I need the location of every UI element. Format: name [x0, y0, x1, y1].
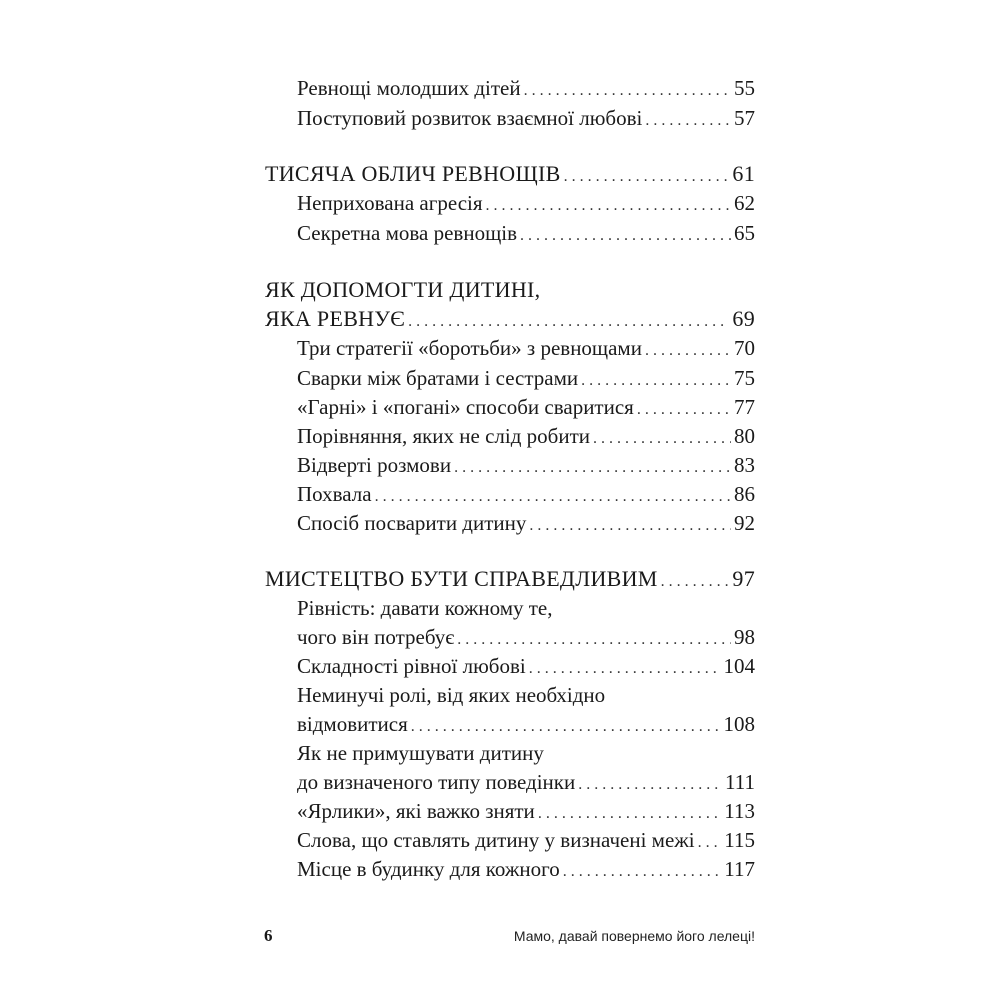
toc-entry-title: Як не примушувати дитину	[297, 741, 544, 765]
toc-entry-title: Поступовий розвиток взаємної любові	[297, 106, 643, 130]
toc-entry-line	[297, 739, 544, 767]
toc-entry-title: «Гарні» і «погані» способи сваритися	[297, 395, 634, 419]
toc-entry	[297, 509, 755, 540]
toc-entry-title: Неминучі ролі, від яких необхідно	[297, 683, 606, 707]
toc-chapter-line	[265, 276, 540, 304]
toc-leader-dots	[529, 655, 721, 683]
toc-entry-page: 86	[734, 482, 755, 506]
toc-leader-dots	[661, 568, 730, 596]
toc-entry-title: до визначеного типу поведінки	[297, 770, 576, 794]
toc-entry-title: Порівняння, яких не слід робити	[297, 424, 591, 448]
toc-leader-dots	[486, 192, 731, 220]
toc-entry-page: 65	[734, 221, 755, 245]
toc-entry	[297, 797, 755, 828]
toc-chapter-title: ЯК ДОПОМОГТИ ДИТИНІ,	[265, 277, 541, 302]
toc-entry-page: 55	[734, 76, 755, 100]
toc-chapter	[265, 305, 755, 336]
toc-entry	[297, 623, 755, 654]
toc-entry-title: Сварки між братами і сестрами	[297, 366, 579, 390]
toc-leader-dots	[593, 425, 731, 453]
toc-entry	[297, 74, 755, 105]
toc-entry	[297, 451, 755, 482]
toc-chapter	[265, 160, 755, 191]
toc-leader-dots	[645, 107, 731, 135]
toc-entry-title: Рівність: давати кожному те,	[297, 596, 553, 620]
toc-entry-page: 77	[734, 395, 755, 419]
toc-chapter-title: ТИСЯЧА ОБЛИЧ РЕВНОЩІВ	[265, 161, 561, 186]
toc-entry-title: Три стратегії «боротьби» з ревнощами	[297, 336, 642, 360]
toc-leader-dots	[524, 77, 731, 105]
toc-entry-page: 92	[734, 511, 755, 535]
toc-leader-dots	[538, 800, 721, 828]
toc-entry-page: 108	[723, 712, 755, 736]
toc-entry-title: Секретна мова ревнощів	[297, 221, 517, 245]
toc-leader-dots	[457, 626, 731, 654]
toc-entry-title: Неприхована агресія	[297, 191, 483, 215]
toc-chapter-title: МИСТЕЦТВО БУТИ СПРАВЕДЛИВИМ	[265, 566, 658, 591]
toc-leader-dots	[581, 367, 731, 395]
footer-book-title: Мамо, давай повернемо його лелеці!	[513, 928, 755, 944]
toc-entry	[297, 855, 755, 886]
toc-entry-page: 115	[724, 828, 755, 852]
footer-page-number: 6	[264, 926, 273, 945]
toc-leader-dots	[645, 337, 731, 365]
toc-entry	[297, 480, 755, 511]
toc-entry-page: 57	[734, 106, 755, 130]
toc-entry-title: Відверті розмови	[297, 453, 452, 477]
toc-leader-dots	[411, 713, 721, 741]
toc-entry	[297, 826, 755, 857]
toc-entry-page: 113	[724, 799, 755, 823]
toc-entry	[297, 422, 755, 453]
toc-leader-dots	[520, 222, 731, 250]
toc-entry	[297, 334, 755, 365]
toc-entry-line	[297, 594, 553, 622]
toc-entry	[297, 104, 755, 135]
toc-chapter-page: 97	[732, 566, 755, 591]
toc-leader-dots	[454, 454, 731, 482]
toc-leader-dots	[564, 163, 730, 191]
toc-leader-dots	[578, 771, 722, 799]
toc-entry-page: 111	[725, 770, 755, 794]
toc-entry-title: Складності рівної любові	[297, 654, 526, 678]
toc-entry-title: Спосіб посварити дитину	[297, 511, 527, 535]
toc-leader-dots	[637, 396, 731, 424]
toc-leader-dots	[698, 829, 722, 857]
toc-entry-title: «Ярлики», які важко зняти	[297, 799, 535, 823]
toc-entry	[297, 710, 755, 741]
toc-chapter-page: 61	[732, 161, 755, 186]
toc-entry-page: 104	[723, 654, 755, 678]
toc-entry-page: 117	[724, 857, 755, 881]
toc-entry-title: Слова, що ставлять дитину у визначені межі	[297, 828, 695, 852]
toc-entry-title: відмовитися	[297, 712, 408, 736]
toc-entry-page: 98	[734, 625, 755, 649]
toc-entry	[297, 364, 755, 395]
toc-leader-dots	[408, 308, 729, 336]
toc-chapter	[265, 565, 755, 596]
toc-entry-page: 70	[734, 336, 755, 360]
toc-entry-page: 62	[734, 191, 755, 215]
toc-entry-title: Місце в будинку для кожного	[297, 857, 560, 881]
toc-entry-line	[297, 681, 605, 709]
toc-entry	[297, 393, 755, 424]
toc-entry	[297, 768, 755, 799]
toc-leader-dots	[529, 512, 731, 540]
toc-entry	[297, 219, 755, 250]
toc-chapter-title: ЯКА РЕВНУЄ	[265, 306, 406, 331]
toc-chapter-page: 69	[732, 306, 755, 331]
toc-entry-title: чого він потребує	[297, 625, 455, 649]
toc-entry	[297, 652, 755, 683]
toc-leader-dots	[563, 858, 722, 886]
toc-entry-page: 83	[734, 453, 755, 477]
toc-entry	[297, 189, 755, 220]
toc-entry-page: 75	[734, 366, 755, 390]
toc-entry-page: 80	[734, 424, 755, 448]
toc-entry-title: Ревнощі молодших дітей	[297, 76, 521, 100]
toc-leader-dots	[375, 483, 731, 511]
toc-entry-title: Похвала	[297, 482, 372, 506]
